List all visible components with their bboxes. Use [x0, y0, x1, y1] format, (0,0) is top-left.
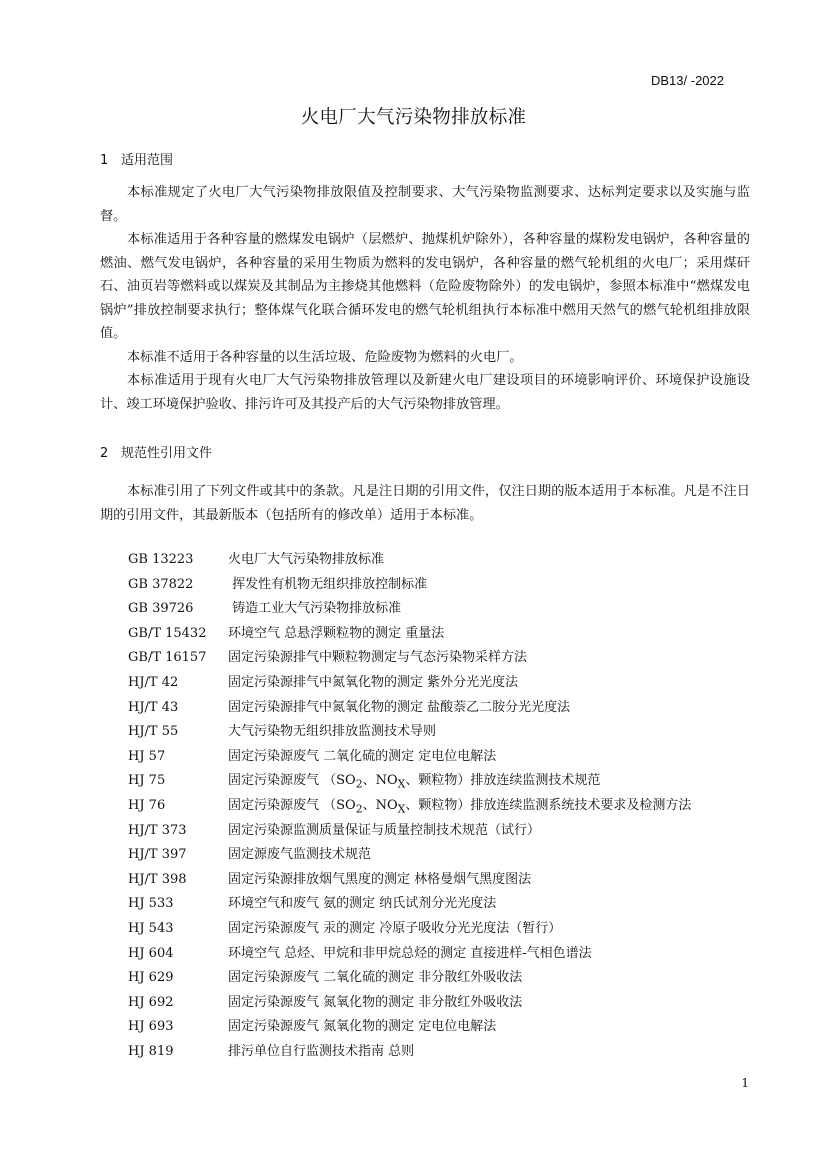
reference-title: 环境空气 总烃、甲烷和非甲烷总烃的测定 直接进样-气相色谱法 [228, 945, 592, 961]
reference-code: HJ 693 [128, 1019, 174, 1035]
reference-item [128, 966, 691, 991]
reference-title: 固定污染源排放烟气黑度的测定 林格曼烟气黑度图法 [228, 871, 532, 887]
reference-item [128, 745, 691, 770]
section-title: 规范性引用文件 [121, 446, 213, 461]
reference-item [128, 1040, 691, 1065]
reference-title-part: 固定污染源废气 （SO [228, 773, 356, 789]
references-intro [100, 480, 750, 527]
reference-item [128, 892, 691, 917]
reference-code: GB/T 16157 [128, 650, 207, 666]
subscript: X [397, 802, 406, 816]
section-number: 2 [100, 446, 109, 461]
reference-title-part: 、NO [362, 797, 398, 813]
subscript: 2 [355, 802, 363, 816]
reference-code: HJ 533 [128, 896, 174, 912]
reference-code: HJ/T 398 [128, 871, 187, 887]
reference-item [128, 646, 691, 671]
section-number: 1 [100, 153, 109, 168]
reference-code: HJ 57 [128, 748, 166, 764]
reference-code: HJ 692 [128, 994, 174, 1010]
reference-title-part: 、颗粒物）排放连续监测技术规范 [405, 773, 601, 789]
reference-title: 环境空气 总悬浮颗粒物的测定 重量法 [228, 625, 445, 641]
reference-title: 大气污染物无组织排放监测技术导则 [228, 724, 437, 740]
reference-item [128, 917, 691, 942]
reference-item [128, 573, 691, 598]
reference-title: 固定污染源排气中氮氧化物的测定 盐酸萘乙二胺分光光度法 [228, 699, 571, 715]
reference-title: 固定污染源废气 汞的测定 冷原子吸收分光光度法（暂行） [228, 920, 562, 936]
reference-code: HJ/T 373 [128, 822, 187, 838]
reference-code: HJ 76 [128, 797, 166, 813]
reference-title-part: 、颗粒物）排放连续监测系统技术要求及检测方法 [405, 797, 692, 813]
document-code: DB13/ -2022 [651, 73, 724, 88]
paragraph: 本标准适用于现有火电厂大气污染物排放管理以及新建火电厂建设项目的环境影响评价、环境保护设施设计、竣工环境保护验收、排污许可及其投产后的大气污染物排放管理。 [100, 373, 750, 412]
paragraph: 本标准引用了下列文件或其中的条款。凡是注日期的引用文件，仅注日期的版本适用于本标准。凡是不注日期的引用文件，其最新版本（包括所有的修改单）适用于本标准。 [100, 484, 750, 523]
reference-title: 固定污染源废气 二氧化硫的测定 定电位电解法 [228, 748, 497, 764]
reference-title: 固定污染源废气 二氧化硫的测定 非分散红外吸收法 [228, 970, 523, 986]
reference-item [128, 991, 691, 1016]
reference-title-part: 、NO [362, 773, 398, 789]
reference-title: 铸造工业大气污染物排放标准 [228, 601, 402, 617]
document-title: 火电厂大气污染物排放标准 [300, 107, 527, 128]
reference-code: HJ/T 397 [128, 847, 187, 863]
reference-title: 固定源废气监测技术规范 [228, 847, 372, 863]
reference-item [128, 868, 691, 893]
reference-code: GB/T 15432 [128, 625, 207, 641]
reference-title [228, 797, 692, 816]
subscript: 2 [355, 777, 363, 791]
reference-code: HJ/T 42 [128, 674, 179, 690]
reference-item [128, 794, 691, 819]
paragraph: 本标准不适用于各种容量的以生活垃圾、危险废物为燃料的火电厂。 [127, 349, 523, 365]
paragraph: 本标准规定了火电厂大气污染物排放限值及控制要求、大气污染物监测要求、达标判定要求以及实施与监督。 [100, 185, 750, 224]
reference-code: HJ 629 [128, 970, 174, 986]
reference-code: GB 13223 [128, 552, 194, 567]
reference-code: HJ 604 [128, 945, 174, 961]
reference-code: GB 37822 [128, 576, 194, 592]
reference-item [128, 942, 691, 967]
reference-item [128, 769, 691, 794]
reference-code: HJ/T 43 [128, 699, 179, 715]
reference-item [128, 622, 691, 647]
reference-title: 火电厂大气污染物排放标准 [228, 552, 385, 567]
reference-item [128, 819, 691, 844]
reference-item [128, 671, 691, 696]
reference-title: 排污单位自行监测技术指南 总则 [228, 1043, 415, 1059]
reference-list [128, 548, 691, 1064]
section-heading-references [100, 442, 212, 461]
reference-item [128, 696, 691, 721]
reference-item [128, 1015, 691, 1040]
reference-code: HJ/T 55 [128, 724, 179, 740]
reference-title: 环境空气和废气 氨的测定 纳氏试剂分光光度法 [228, 896, 497, 912]
reference-title: 固定污染源废气 氮氧化物的测定 非分散红外吸收法 [228, 994, 523, 1010]
reference-title: 挥发性有机物无组织排放控制标准 [228, 576, 428, 592]
paragraph: 本标准适用于各种容量的燃煤发电锅炉（层燃炉、抛煤机炉除外），各种容量的煤粉发电锅炉，各种容量的燃油、燃气发电锅炉，各种容量的采用生物质为燃料的发电锅炉，各种容量的燃气轮机组的火电厂；采用煤矸石、油页岩等燃料或以煤炭及其制品为主掺烧其他燃料（危险废物除外）的发电锅炉，参照本标准中“燃煤发电锅炉”排放控制要求执行；整体煤气化联合循环发电的燃气轮机组执行本标准中燃用天然气的燃气轮机组排放限值。 [100, 232, 750, 341]
reference-title: 固定污染源排气中氮氧化物的测定 紫外分光光度法 [228, 674, 519, 690]
section-heading-scope [100, 149, 173, 168]
reference-code: HJ 819 [128, 1043, 174, 1059]
reference-item [128, 720, 691, 745]
reference-title-part: 固定污染源废气 （SO [228, 797, 356, 813]
reference-item [128, 843, 691, 868]
page-number: 1 [741, 1076, 749, 1090]
reference-item [128, 548, 691, 573]
reference-item [128, 597, 691, 622]
reference-title: 固定污染源排气中颗粒物测定与气态污染物采样方法 [228, 650, 528, 666]
reference-title: 固定污染源监测质量保证与质量控制技术规范（试行） [228, 822, 541, 838]
reference-code: HJ 543 [128, 920, 174, 936]
section-title: 适用范围 [121, 153, 174, 168]
subscript: X [397, 777, 406, 791]
reference-title: 固定污染源废气 氮氧化物的测定 定电位电解法 [228, 1019, 497, 1035]
reference-code: GB 39726 [128, 601, 194, 617]
reference-code: HJ 75 [128, 773, 166, 789]
scope-text [100, 181, 750, 416]
reference-title [228, 773, 601, 791]
